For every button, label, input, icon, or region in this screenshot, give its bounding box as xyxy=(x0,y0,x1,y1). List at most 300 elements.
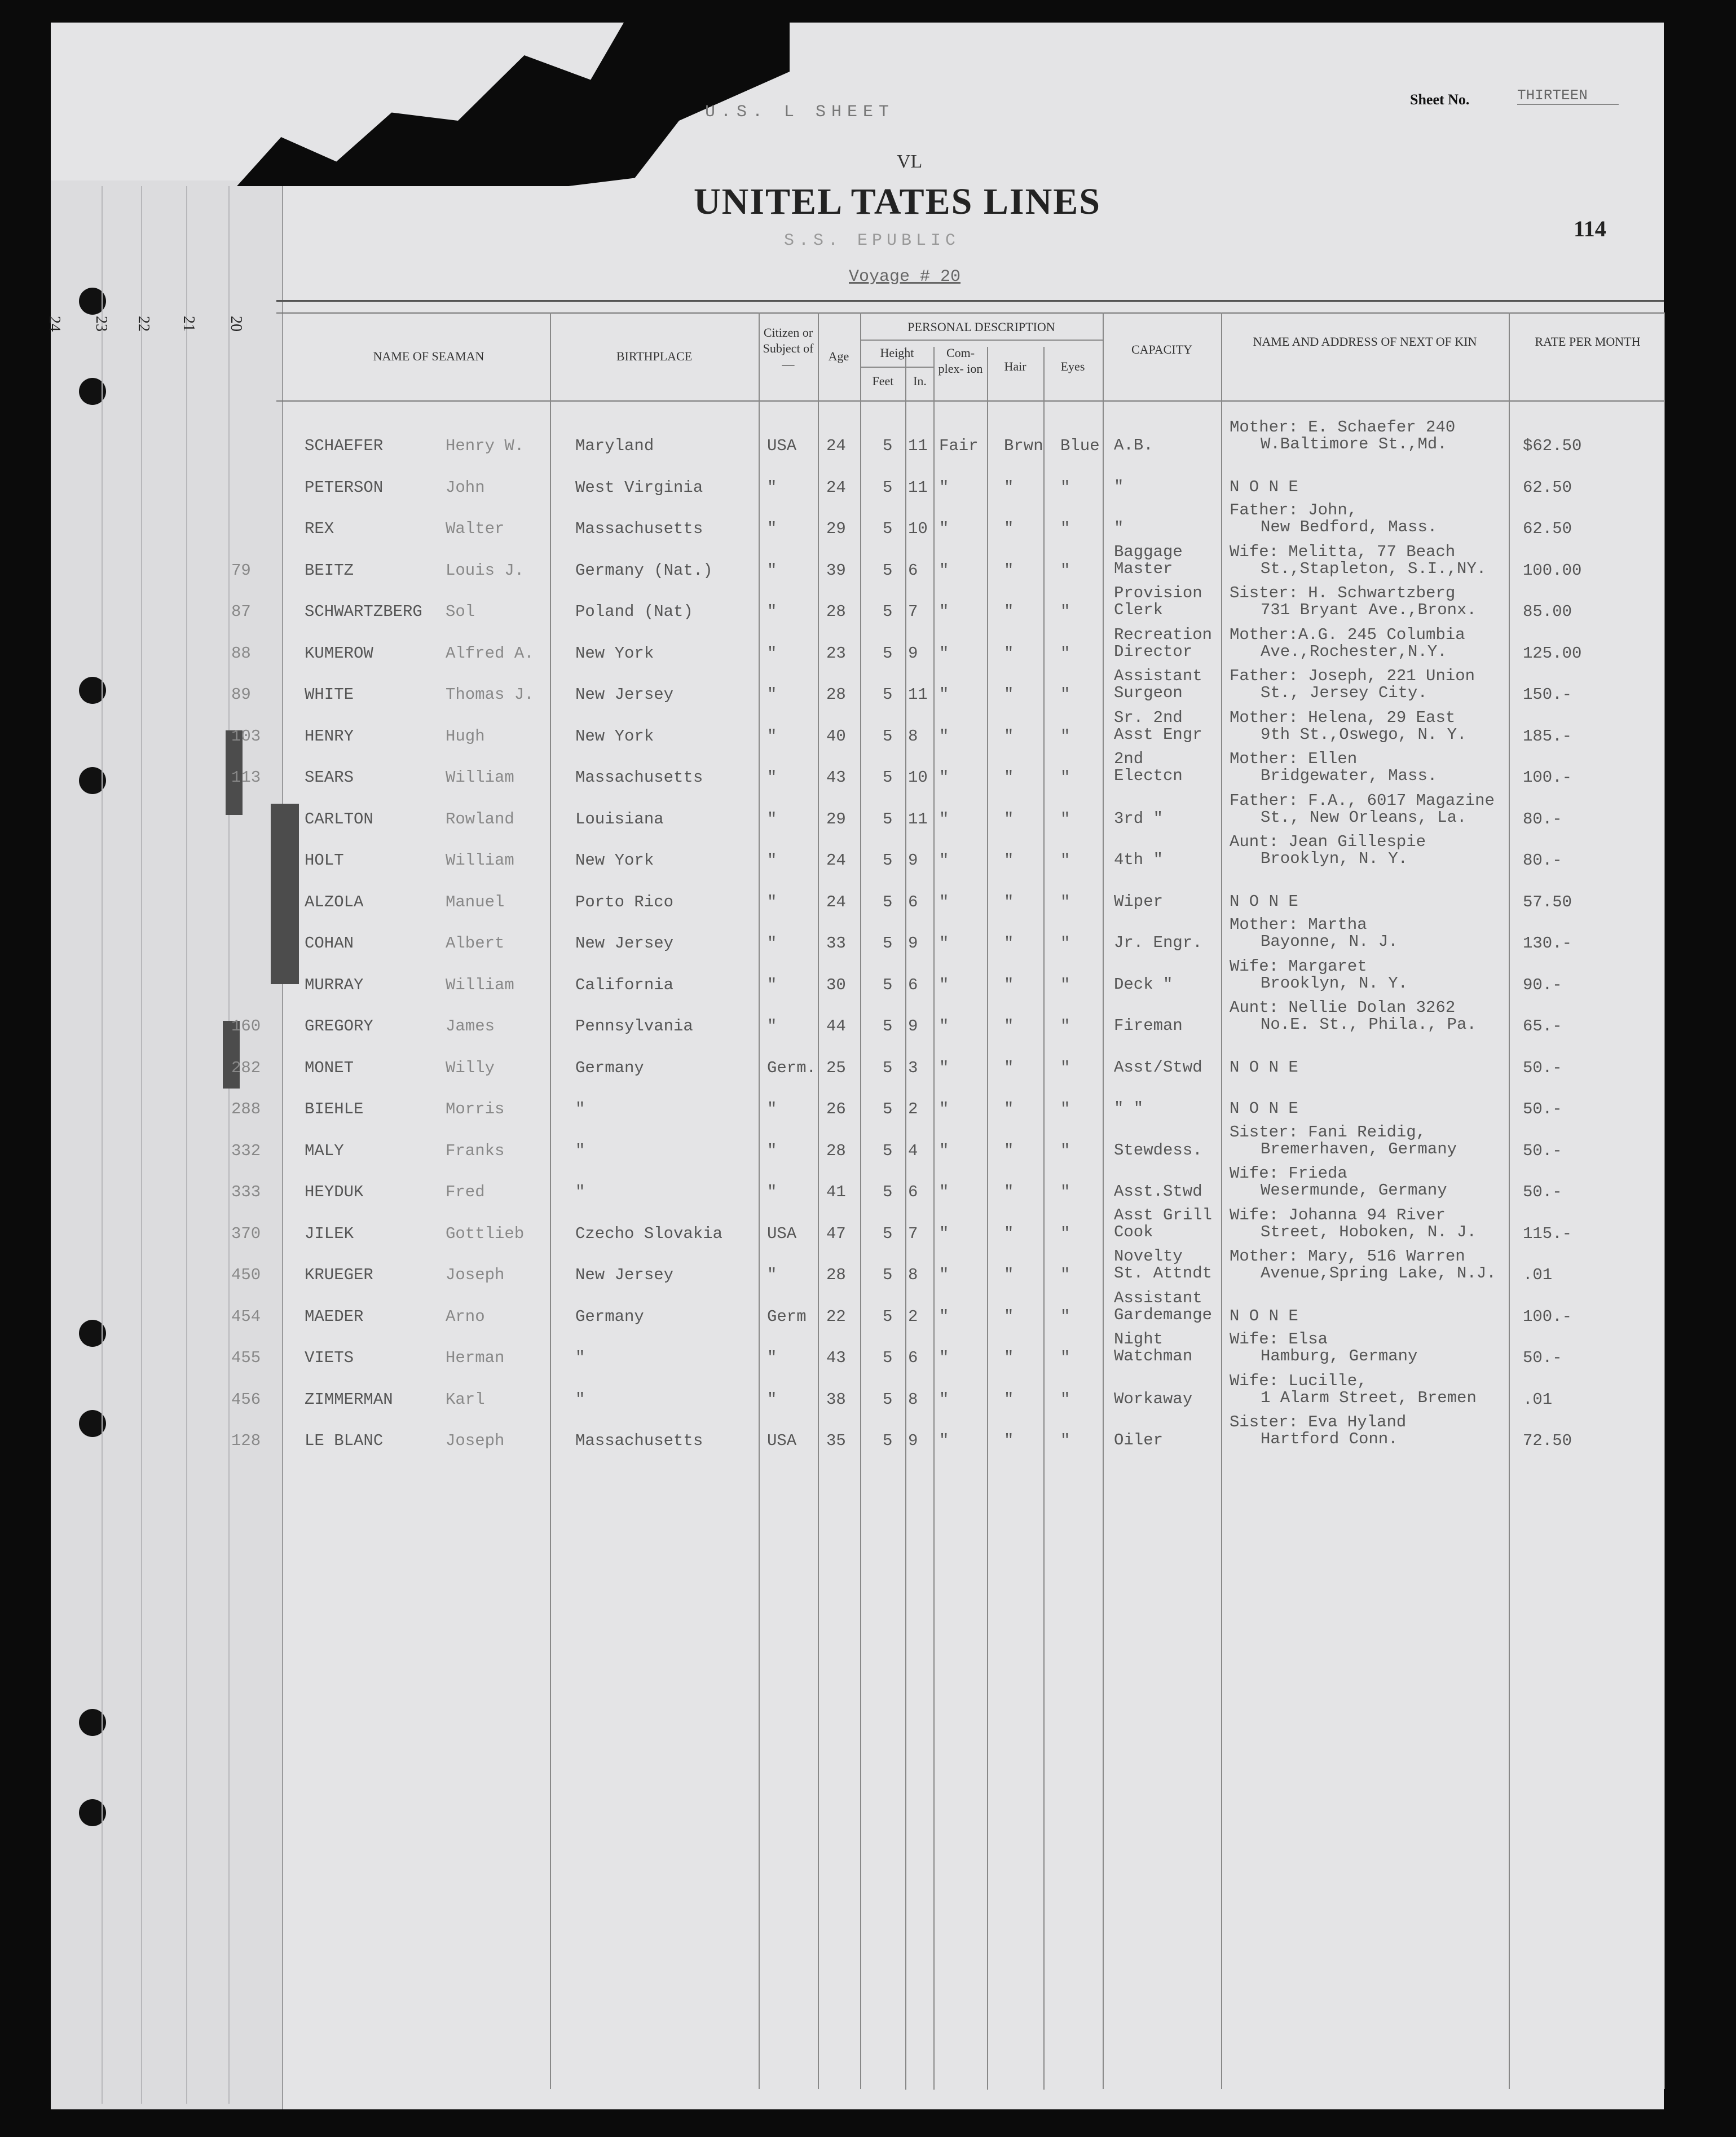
next-of-kin-line1: N O N E xyxy=(1230,1306,1298,1325)
seaman-surname: SCHAEFER xyxy=(305,437,384,455)
birthplace: Germany (Nat.) xyxy=(575,561,713,580)
next-of-kin-line1: Father: Joseph, 221 Union xyxy=(1230,667,1475,685)
seaman-surname: JILEK xyxy=(305,1224,354,1243)
next-of-kin-line1: Aunt: Jean Gillespie xyxy=(1230,832,1426,851)
complexion: " xyxy=(939,1266,949,1284)
complexion: " xyxy=(939,1390,949,1409)
seaman-given-name: Fred xyxy=(446,1183,485,1201)
next-of-kin-line1: Wife: Lucille, xyxy=(1230,1371,1367,1390)
hair-color: " xyxy=(1004,1307,1014,1326)
height-inches: 11 xyxy=(908,478,928,497)
col-header-complexion: Com- plex- ion xyxy=(938,346,983,376)
table-header-rule xyxy=(276,400,1664,402)
eye-color: " xyxy=(1060,1141,1070,1160)
age: 44 xyxy=(826,1017,846,1036)
col-header-eyes: Eyes xyxy=(1060,359,1085,373)
seaman-surname: MAEDER xyxy=(305,1307,364,1326)
seaman-surname: MALY xyxy=(305,1141,344,1160)
seaman-surname: COHAN xyxy=(305,934,354,953)
birthplace: Maryland xyxy=(575,437,654,455)
monthly-rate: 115.- xyxy=(1523,1224,1572,1243)
birthplace: Massachusetts xyxy=(575,1431,703,1450)
seaman-given-name: Albert xyxy=(446,934,505,953)
next-of-kin-line1: Father: F.A., 6017 Magazine xyxy=(1230,791,1495,810)
monthly-rate: 90.- xyxy=(1523,975,1562,994)
next-of-kin-line1: Mother: Martha xyxy=(1230,915,1367,934)
seaman-given-name: Gottlieb xyxy=(446,1224,525,1243)
age: 24 xyxy=(826,478,846,497)
hair-color: " xyxy=(1004,1100,1014,1118)
height-feet: 5 xyxy=(883,519,893,538)
eye-color: " xyxy=(1060,809,1070,829)
seaman-surname: SEARS xyxy=(305,768,354,787)
seaman-given-name: Joseph xyxy=(446,1266,505,1284)
seaman-given-name: Hugh xyxy=(446,726,485,746)
seaman-number: 89 xyxy=(231,685,251,704)
complexion: " xyxy=(939,851,949,870)
seaman-number: 332 xyxy=(231,1141,261,1160)
hair-color: " xyxy=(1004,768,1014,787)
citizenship: " xyxy=(767,561,777,580)
capacity-line2: Watchman xyxy=(1114,1347,1193,1365)
seaman-surname: WHITE xyxy=(305,685,354,704)
next-of-kin-line2: Bayonne, N. J. xyxy=(1261,932,1398,951)
table-row xyxy=(0,1288,1736,1343)
height-inches: 6 xyxy=(908,1349,918,1367)
table-row xyxy=(0,1413,1736,1467)
next-of-kin-line1: Wife: Margaret xyxy=(1230,957,1367,976)
height-inches: 6 xyxy=(908,1183,918,1201)
table-row xyxy=(0,1095,1736,1135)
seaman-given-name: Thomas J. xyxy=(446,685,534,704)
seaman-surname: ALZOLA xyxy=(305,892,364,911)
complexion: " xyxy=(939,809,949,829)
birthplace: Massachusetts xyxy=(575,768,703,787)
margin-column-number: 24 xyxy=(46,316,63,332)
hair-color: " xyxy=(1004,1266,1014,1284)
seaman-given-name: Arno xyxy=(446,1307,485,1326)
seaman-given-name: William xyxy=(446,851,514,870)
age: 33 xyxy=(826,934,846,953)
birthplace: Poland (Nat) xyxy=(575,602,693,621)
table-row xyxy=(0,667,1736,721)
eye-color: " xyxy=(1060,1266,1070,1284)
citizenship: " xyxy=(767,519,777,538)
citizenship: " xyxy=(767,851,777,870)
table-row xyxy=(0,1054,1736,1094)
next-of-kin-line2: Hartford Conn. xyxy=(1261,1430,1398,1448)
capacity-line1: " xyxy=(1114,519,1124,537)
birthplace: Germany xyxy=(575,1058,644,1077)
citizenship: " xyxy=(767,1266,777,1284)
age: 24 xyxy=(826,437,846,455)
complexion: " xyxy=(939,1100,949,1118)
next-of-kin-line2: Brooklyn, N. Y. xyxy=(1261,973,1408,993)
monthly-rate: 62.50 xyxy=(1523,519,1572,538)
col-header-citizen: Citizen or Subject of— xyxy=(763,325,814,371)
next-of-kin-line2: Hamburg, Germany xyxy=(1261,1347,1418,1365)
age: 25 xyxy=(826,1058,846,1077)
seaman-surname: MONET xyxy=(305,1058,354,1077)
eye-color: " xyxy=(1060,1017,1070,1036)
height-feet: 5 xyxy=(883,685,893,704)
table-row xyxy=(0,832,1736,887)
age: 28 xyxy=(826,1266,846,1284)
table-row xyxy=(0,501,1736,555)
hair-color: " xyxy=(1004,1224,1014,1243)
citizenship: " xyxy=(767,1100,777,1118)
complexion: " xyxy=(939,1224,949,1243)
next-of-kin-line1: Mother: E. Schaefer 240 xyxy=(1230,418,1456,437)
birthplace: West Virginia xyxy=(575,478,703,497)
height-feet: 5 xyxy=(883,851,893,870)
capacity-line1: 4th " xyxy=(1114,851,1164,869)
citizenship: USA xyxy=(767,437,797,455)
monthly-rate: 65.- xyxy=(1523,1017,1562,1036)
capacity-line2: Master xyxy=(1114,559,1173,578)
col-header-inches: In. xyxy=(913,374,927,388)
eye-color: " xyxy=(1060,892,1070,911)
complexion: " xyxy=(939,1307,949,1326)
height-inches: 8 xyxy=(908,1266,918,1284)
seaman-surname: GREGORY xyxy=(305,1017,373,1036)
height-inches: 8 xyxy=(908,726,918,746)
eye-color: " xyxy=(1060,975,1070,994)
monthly-rate: 50.- xyxy=(1523,1349,1562,1367)
seaman-given-name: Herman xyxy=(446,1349,505,1367)
hair-color: " xyxy=(1004,934,1014,953)
age: 24 xyxy=(826,851,846,870)
margin-column-number: 20 xyxy=(227,316,245,332)
next-of-kin-line2: St., Jersey City. xyxy=(1261,684,1427,702)
citizenship: " xyxy=(767,1390,777,1409)
complexion: " xyxy=(939,602,949,621)
birthplace: Porto Rico xyxy=(575,892,674,911)
hair-color: " xyxy=(1004,644,1014,663)
next-of-kin-line2: St.,Stapleton, S.I.,NY. xyxy=(1261,559,1487,578)
next-of-kin-line1: Aunt: Nellie Dolan 3262 xyxy=(1230,998,1456,1017)
complexion: " xyxy=(939,1431,949,1450)
seaman-surname: BIEHLE xyxy=(305,1100,364,1118)
capacity-line1: Assistant xyxy=(1114,1288,1202,1307)
height-inches: 9 xyxy=(908,934,918,953)
table-row xyxy=(0,998,1736,1052)
age: 28 xyxy=(826,685,846,704)
age: 28 xyxy=(826,602,846,621)
birthplace: " xyxy=(575,1100,585,1118)
birthplace: Massachusetts xyxy=(575,519,703,538)
hair-color: " xyxy=(1004,685,1014,704)
table-row xyxy=(0,625,1736,680)
eye-color: " xyxy=(1060,602,1070,621)
height-inches: 10 xyxy=(908,519,928,538)
birthplace: Pennsylvania xyxy=(575,1017,693,1036)
seaman-given-name: Rowland xyxy=(446,809,514,829)
height-feet: 5 xyxy=(883,1100,893,1118)
next-of-kin-line1: N O N E xyxy=(1230,892,1298,911)
eye-color: " xyxy=(1060,1224,1070,1243)
capacity-line1: Wiper xyxy=(1114,892,1164,911)
seaman-surname: HEYDUK xyxy=(305,1183,364,1201)
height-inches: 10 xyxy=(908,768,928,787)
seaman-given-name: Henry W. xyxy=(446,437,525,455)
next-of-kin-line1: Mother: Mary, 516 Warren xyxy=(1230,1247,1465,1266)
citizenship: " xyxy=(767,934,777,953)
age: 35 xyxy=(826,1431,846,1450)
table-row xyxy=(0,1122,1736,1177)
height-feet: 5 xyxy=(883,809,893,829)
eye-color: " xyxy=(1060,1100,1070,1118)
height-inches: 3 xyxy=(908,1058,918,1077)
seaman-surname: CARLTON xyxy=(305,809,373,829)
height-inches: 11 xyxy=(908,437,928,455)
complexion: Fair xyxy=(939,437,979,455)
sheet-number-value: THIRTEEN xyxy=(1517,87,1619,105)
capacity-line1: Jr. Engr. xyxy=(1114,933,1202,952)
next-of-kin-line1: Wife: Melitta, 77 Beach xyxy=(1230,542,1456,561)
eye-color: " xyxy=(1060,934,1070,953)
seaman-number: 113 xyxy=(231,768,261,787)
complexion: " xyxy=(939,685,949,704)
age: 43 xyxy=(826,1349,846,1367)
capacity-line1: " xyxy=(1114,477,1124,496)
capacity-line1: Asst.Stwd xyxy=(1114,1182,1202,1201)
next-of-kin-line1: Wife: Johanna 94 River xyxy=(1230,1205,1446,1224)
next-of-kin-line2: 1 Alarm Street, Bremen xyxy=(1261,1388,1477,1407)
capacity-line2: Gardemange xyxy=(1114,1305,1213,1324)
height-inches: 4 xyxy=(908,1141,918,1160)
monthly-rate: 80.- xyxy=(1523,809,1562,829)
age: 40 xyxy=(826,726,846,746)
eye-color: " xyxy=(1060,1058,1070,1077)
birthplace: California xyxy=(575,975,674,994)
complexion: " xyxy=(939,1349,949,1367)
next-of-kin-line2: W.Baltimore St.,Md. xyxy=(1261,435,1447,453)
citizenship: " xyxy=(767,1017,777,1036)
seaman-given-name: John xyxy=(446,478,485,497)
next-of-kin-line1: Wife: Frieda xyxy=(1230,1164,1347,1183)
next-of-kin-line1: Wife: Elsa xyxy=(1230,1330,1328,1349)
complexion: " xyxy=(939,561,949,580)
table-row xyxy=(0,915,1736,970)
monthly-rate: $62.50 xyxy=(1523,437,1582,455)
seaman-surname: ZIMMERMAN xyxy=(305,1390,393,1409)
citizenship: USA xyxy=(767,1431,797,1450)
monthly-rate: 80.- xyxy=(1523,851,1562,870)
col-header-age: Age xyxy=(828,349,849,363)
table-row xyxy=(0,791,1736,845)
col-header-feet: Feet xyxy=(872,374,894,388)
capacity-line1: A.B. xyxy=(1114,436,1153,455)
monthly-rate: .01 xyxy=(1523,1390,1553,1409)
sheet-number-label: Sheet No. xyxy=(1410,91,1470,108)
capacity-line1: Asst/Stwd xyxy=(1114,1058,1202,1077)
margin-column-number: 21 xyxy=(180,316,197,332)
birthplace: " xyxy=(575,1390,585,1409)
age: 29 xyxy=(826,809,846,829)
birthplace: Germany xyxy=(575,1307,644,1326)
next-of-kin-line2: New Bedford, Mass. xyxy=(1261,518,1438,536)
monthly-rate: 50.- xyxy=(1523,1141,1562,1160)
seaman-surname: KRUEGER xyxy=(305,1266,373,1284)
seaman-number: 370 xyxy=(231,1224,261,1243)
height-feet: 5 xyxy=(883,1390,893,1409)
birthplace: " xyxy=(575,1141,585,1160)
citizenship: " xyxy=(767,478,777,497)
birthplace: Czecho Slovakia xyxy=(575,1224,723,1243)
col-header-rate: RATE PER MONTH xyxy=(1535,334,1641,349)
hair-color: " xyxy=(1004,519,1014,538)
age: 28 xyxy=(826,1141,846,1160)
next-of-kin-line2: Bremerhaven, Germany xyxy=(1261,1139,1457,1158)
eye-color: " xyxy=(1060,519,1070,538)
age: 24 xyxy=(826,892,846,911)
next-of-kin-line1: Mother: Ellen xyxy=(1230,750,1358,768)
hair-color: Brwn xyxy=(1004,437,1043,455)
birthplace: New York xyxy=(575,644,654,663)
col-header-height: Height xyxy=(880,346,914,360)
next-of-kin-line2: Ave.,Rochester,N.Y. xyxy=(1261,642,1447,661)
complexion: " xyxy=(939,1141,949,1160)
seaman-surname: HOLT xyxy=(305,851,344,870)
next-of-kin-line1: Sister: H. Schwartzberg xyxy=(1230,584,1456,602)
next-of-kin-line1: Sister: Eva Hyland xyxy=(1230,1413,1407,1431)
capacity-line2: Clerk xyxy=(1114,601,1164,619)
birthplace: New Jersey xyxy=(575,934,674,953)
age: 41 xyxy=(826,1183,846,1201)
seaman-given-name: Manuel xyxy=(446,892,505,911)
capacity-line1: Deck " xyxy=(1114,975,1173,994)
height-inches: 2 xyxy=(908,1100,918,1118)
seaman-surname: LE BLANC xyxy=(305,1431,384,1450)
hair-color: " xyxy=(1004,1058,1014,1077)
next-of-kin-line2: Brooklyn, N. Y. xyxy=(1261,849,1408,868)
form-title-fragment: U.S. L SHEET xyxy=(705,103,895,122)
seaman-given-name: Louis J. xyxy=(446,561,525,580)
col-header-next-of-kin: NAME AND ADDRESS OF NEXT OF KIN xyxy=(1253,334,1477,349)
height-feet: 5 xyxy=(883,1307,893,1326)
height-feet: 5 xyxy=(883,478,893,497)
height-feet: 5 xyxy=(883,644,893,663)
next-of-kin-line1: N O N E xyxy=(1230,1058,1298,1077)
seaman-surname: VIETS xyxy=(305,1349,354,1367)
seaman-given-name: William xyxy=(446,975,514,994)
eye-color: " xyxy=(1060,1307,1070,1326)
age: 38 xyxy=(826,1390,846,1409)
table-row xyxy=(0,888,1736,928)
seaman-number: 160 xyxy=(231,1017,261,1036)
next-of-kin-line2: No.E. St., Phila., Pa. xyxy=(1261,1015,1477,1034)
complexion: " xyxy=(939,1058,949,1077)
capacity-line1: Assistant xyxy=(1114,667,1202,685)
eye-color: " xyxy=(1060,644,1070,663)
table-row xyxy=(0,957,1736,1011)
capacity-line2: Surgeon xyxy=(1114,684,1183,702)
capacity-line2: Asst Engr xyxy=(1114,725,1202,744)
complexion: " xyxy=(939,1183,949,1201)
height-inches: 7 xyxy=(908,1224,918,1243)
height-inches: 9 xyxy=(908,1017,918,1036)
birthplace: New Jersey xyxy=(575,1266,674,1284)
next-of-kin-line2: Wesermunde, Germany xyxy=(1261,1181,1447,1200)
eye-color: Blue xyxy=(1060,437,1100,455)
seaman-number: 103 xyxy=(231,726,261,746)
capacity-line1: Fireman xyxy=(1114,1016,1183,1035)
next-of-kin-line1: N O N E xyxy=(1230,477,1298,496)
seaman-surname: HENRY xyxy=(305,726,354,746)
monthly-rate: 85.00 xyxy=(1523,602,1572,621)
hair-color: " xyxy=(1004,478,1014,497)
page-number: 114 xyxy=(1574,216,1606,241)
capacity-line1: Oiler xyxy=(1114,1431,1164,1449)
seaman-number: 454 xyxy=(231,1307,261,1326)
monthly-rate: 50.- xyxy=(1523,1100,1562,1118)
table-row xyxy=(0,418,1736,472)
citizenship: " xyxy=(767,685,777,704)
hair-color: " xyxy=(1004,1349,1014,1367)
seaman-given-name: James xyxy=(446,1017,495,1036)
col-header-capacity: CAPACITY xyxy=(1131,342,1192,356)
height-feet: 5 xyxy=(883,1431,893,1450)
citizenship: " xyxy=(767,1349,777,1367)
age: 43 xyxy=(826,768,846,787)
ship-name: S.S. EPUBLIC xyxy=(784,231,960,250)
hair-color: " xyxy=(1004,809,1014,829)
next-of-kin-line1: Sister: Fani Reidig, xyxy=(1230,1122,1426,1142)
next-of-kin-line2: Street, Hoboken, N. J. xyxy=(1261,1222,1477,1241)
complexion: " xyxy=(939,768,949,787)
capacity-line1: Night xyxy=(1114,1330,1164,1349)
capacity-line1: Recreation xyxy=(1114,625,1213,644)
next-of-kin-line1: N O N E xyxy=(1230,1099,1298,1118)
hair-color: " xyxy=(1004,1141,1014,1160)
height-inches: 7 xyxy=(908,602,918,621)
height-inches: 6 xyxy=(908,561,918,580)
complexion: " xyxy=(939,1017,949,1036)
seaman-number: 450 xyxy=(231,1266,261,1284)
capacity-line1: 3rd " xyxy=(1114,809,1164,828)
table-row xyxy=(0,1330,1736,1384)
height-feet: 5 xyxy=(883,1266,893,1284)
birthplace: " xyxy=(575,1183,585,1201)
height-feet: 5 xyxy=(883,1224,893,1243)
seaman-number: 456 xyxy=(231,1390,261,1409)
hair-color: " xyxy=(1004,1431,1014,1450)
next-of-kin-line1: Mother: Helena, 29 East xyxy=(1230,708,1456,727)
margin-column-number: 23 xyxy=(92,316,110,332)
hair-color: " xyxy=(1004,851,1014,870)
seaman-surname: KUMEROW xyxy=(305,644,373,663)
citizenship: " xyxy=(767,768,777,787)
birthplace: New York xyxy=(575,851,654,870)
height-feet: 5 xyxy=(883,726,893,746)
eye-color: " xyxy=(1060,685,1070,704)
capacity-line1: Baggage xyxy=(1114,542,1183,561)
monthly-rate: 62.50 xyxy=(1523,478,1572,497)
citizenship: USA xyxy=(767,1224,797,1243)
capacity-line2: Electcn xyxy=(1114,766,1183,785)
capacity-line1: Novelty xyxy=(1114,1247,1183,1266)
height-feet: 5 xyxy=(883,1017,893,1036)
citizenship: " xyxy=(767,809,777,829)
seaman-given-name: Sol xyxy=(446,602,475,621)
table-row xyxy=(0,542,1736,597)
col-header-personal: PERSONAL DESCRIPTION xyxy=(907,320,1055,334)
age: 22 xyxy=(826,1307,846,1326)
eye-color: " xyxy=(1060,478,1070,497)
birthplace: New Jersey xyxy=(575,685,674,704)
citizenship: " xyxy=(767,726,777,746)
